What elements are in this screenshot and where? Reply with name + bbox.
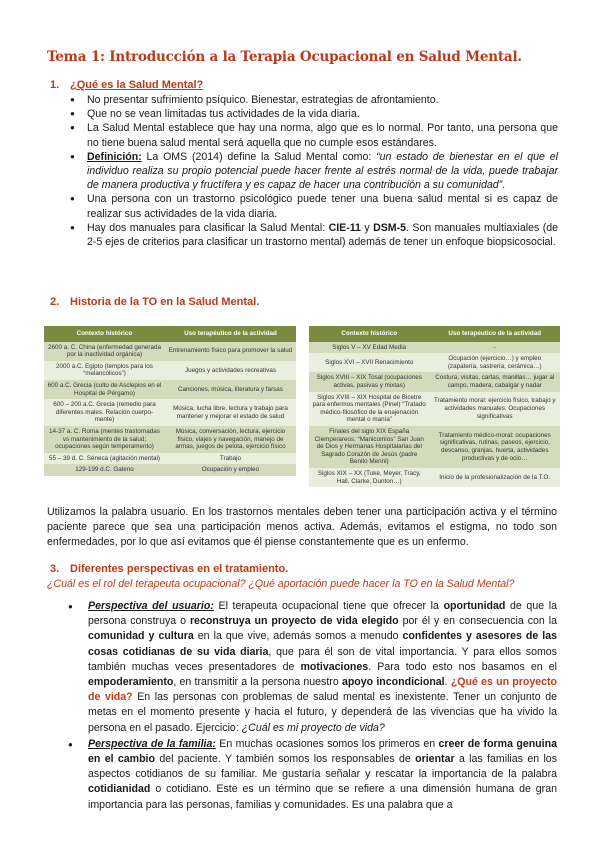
table-row: 600 a.C. Grecia (culto de Asclepios en el Hospital de Pérgamo) Canciones, música, literatura y farsas <box>44 380 296 399</box>
table-row: Siglos XVIII – XIX Tosal (ocupaciones activas, pasivas y mixtas) Costura, visitas, cartas, manillas… jugar al campo, madera, cabalgar y nadar <box>309 372 560 391</box>
table-row: 129-199 d.C. Galeno Ocupación y empleo <box>44 464 296 476</box>
section-3-bullet-list <box>88 599 557 814</box>
table-row: Siglos XIX – XX (Tuke, Meyer, Tracy, Hall, Clarke, Dunton…) Inicio de la profesionalización de la T.O. <box>309 468 560 487</box>
history-table-right <box>309 326 560 487</box>
document-title: Tema 1: Introducción a la Terapia Ocupacional en Salud Mental. <box>47 49 522 65</box>
list-item-perspectiva-usuario: ● Perspectiva del usuario: El terapeuta ocupacional tiene que ofrecer la oportunidad de que la persona construya o reconstruya un proyecto de vida elegido por él y en consecuencia con la comunidad y cultura en la que vive, además somos a menudo confidentes y asesores de las cosas cotidianas de su vida diaria, que para él son de vital importancia. Y para ellos somos también muchas veces presentadores de motivaciones. Para todo esto nos basamos en el empoderamiento, en transmitir a la persona nuestro apoyo incondicional. ¿Qué es un proyecto de vida? En las personas con problemas de salud mental es inexistente. Tener un conjunto de metas en el momento presente y hacia el futuro, y dependerá de las vivencias que ha vivido la persona en el pasado. Ejercicio: ¿Cuál es mi proyecto de vida? <box>88 599 557 736</box>
section-3-question: ¿Cuál es el rol del terapeuta ocupacional? ¿Qué aportación puede hacer la TO en la Salud Mental? <box>47 578 515 590</box>
list-item: ● Una persona con un trastorno psicológico puede tener una buena salud mental si es capaz de realizar sus actividades de la vida diaria. <box>87 192 558 220</box>
table-row: Siglos XVIII – XIX Hospital de Bicetre para enfermos mentales (Pinel) “Tratado médico-filosófico de la enajenación mental o manía” Tratamiento moral: ejercicio físico, trabajo y actividades manuales. Ocupaciones significativas <box>309 392 560 426</box>
table-row: 2600 a. C. China (enfermedad generada por la inactividad orgánica) Entrenamiento físico para promover la salud <box>44 342 296 361</box>
list-item: ● No presentar sufrimiento psíquico. Bienestar, estrategias de afrontamiento. <box>87 93 558 107</box>
list-item: ● La Salud Mental establece que hay una norma, algo que es lo normal. Por tanto, una persona que no tiene buena salud mental será aquella que no cumple esos estándares. <box>87 121 558 149</box>
table-row: 2000 a.C. Egipto (templos para los “melancólicos”) Juegos y actividades recreativas <box>44 361 296 380</box>
table-header: Uso terapéutico de la actividad <box>165 326 296 342</box>
list-item-perspectiva-familia: ● Perspectiva de la familia: En muchas ocasiones somos los primeros en creer de forma genuina en el cambio del paciente. Y también somos los responsables de orientar a las familias en los aspectos cotidianos de su familiar. Me gustaría señalar y rescatar la importancia de la palabra cotidianidad o cotidiano. Este es un término que se refiere a una dimensión humana de gran importancia para las personas, familias y comunidades. Es una palabra que a <box>88 737 557 813</box>
usuario-paragraph: Utilizamos la palabra usuario. En los trastornos mentales deben tener una participación activa y el término paciente parece que sea una participación menos activa. Además, evitamos el estigma, no todo son enfermedades, por lo que así evitamos que él piense constantemente que es un enfermo. <box>47 506 557 549</box>
section-3-heading: 3. Diferentes perspectivas en el tratamiento. <box>50 563 289 575</box>
table-header: Uso terapéutico de la actividad <box>429 326 560 342</box>
table-row: Finales del siglo XIX España Clemperareos: “Manicomios” San Juan de Dios y Hermanas Hospitalarias del Sagrado Corazón de Jesús (padre Benito Menni) Tratamiento médico-moral: ocupaciones significativas, rutinas, paseos, ejercicio, descanso, granjas, huerta, actividades productivas y de ocio… <box>309 426 560 468</box>
section-2-heading: 2. Historia de la TO en la Salud Mental. <box>50 296 260 308</box>
list-item: ● Que no se vean limitadas tus actividades de la vida diaria. <box>87 107 558 121</box>
table-header: Contexto histórico <box>44 326 165 342</box>
history-table-left <box>44 326 296 476</box>
list-item-definition: ● Definición: La OMS (2014) define la Salud Mental como: “un estado de bienestar en el que el individuo realiza su propio potencial puede hacer frente al estrés normal de la vida, puede trabajar de manera productiva y fructífera y es capaz de hacer una contribución a su comunidad”. <box>87 150 558 193</box>
list-item-manuals: ● Hay dos manuales para clasificar la Salud Mental: CIE-11 y DSM-5. Son manuales multiaxiales (de 2-5 ejes de criterios para clasificar un trastorno mental) además de tener un enfoque biopsicosocial. <box>87 221 558 249</box>
table-header: Contexto histórico <box>309 326 429 342</box>
table-row: 600 – 200 a.C. Grecia (remedio para diferentes males. Relación cuerpo-mente) Música, lucha libre, lectura y trabajo para mantener y mejorar el estado de salud <box>44 399 296 426</box>
section-1-heading: 1. ¿Qué es la Salud Mental? <box>50 79 204 91</box>
table-row: 14-37 a. C. Roma (mentes trastornadas vs mantenimiento de la salud; ocupaciones según temperamento) Música, conversación, lectura, ejercicio físico, viajes y navegación, manejo de armas, juegos de pelota, ejercicio físico <box>44 426 296 453</box>
table-row: 55 – 39 d. C. Séneca (agitación mental) Trabajo <box>44 453 296 465</box>
section-1-bullet-list <box>87 93 558 249</box>
table-row: Siglos XVI – XVII Renacimiento Ocupación (ejercicio…) y empleo (zapatería, sastrería, cerámica…) <box>309 353 560 372</box>
table-row: Siglos V – XV Edad Media - <box>309 342 560 354</box>
